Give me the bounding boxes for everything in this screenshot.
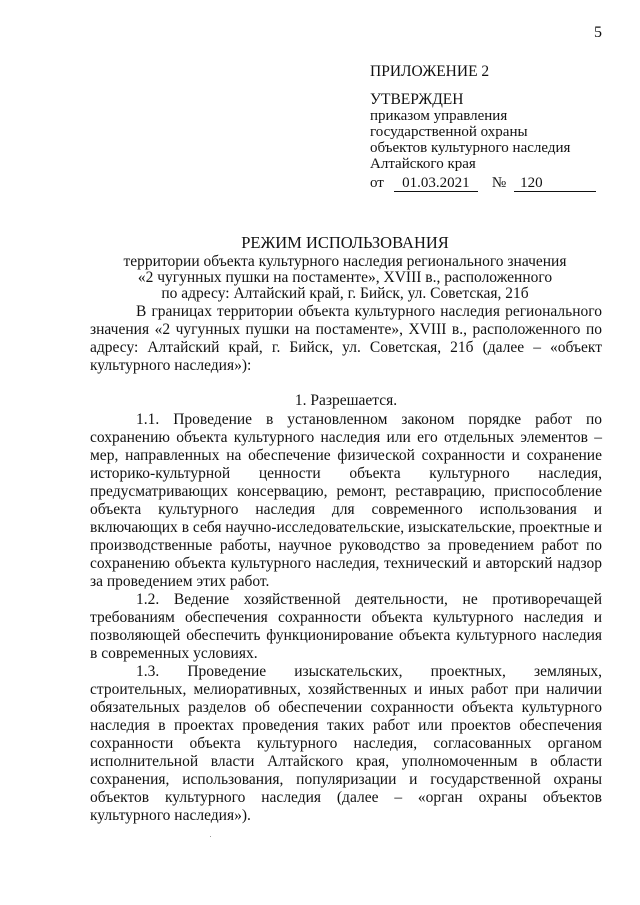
title-subline: «2 чугунных пушки на постаменте», XVIII в., расположенного xyxy=(137,269,553,286)
approval-line: государственной охраны xyxy=(370,124,528,140)
section-heading: 1. Разрешается. xyxy=(294,392,398,409)
title-subline: территории объекта культурного наследия регионального значения xyxy=(123,253,567,270)
intro-paragraph: В границах территории объекта культурного наследия регионального значения «2 чугунных пушки на постаменте», XVIII в., расположенного по адресу: Алтайский край, г. Бийск, ул. Советская, 21б (далее – «объект культурного наследия»): xyxy=(90,303,602,374)
list-item: 1.1. Проведение в установленном законом порядке работ по сохранению объекта культурного наследия или его отдельных элементов – мер, направленных на обеспечение физической сохранности и сохранение историко-культурной ценности объекта культурного наследия, предусматривающих консервацию, ремонт, реставрацию, приспособление объекта культурного наследия для современного использования и включающих в себя научно-исследовательские, изыскательские, проектные и производственные работы, научное руководство за проведением работ по сохранению объекта культурного наследия, технический и авторский надзор за проведением этих работ. xyxy=(90,411,602,590)
scan-speck xyxy=(210,836,211,837)
order-reference xyxy=(370,175,610,192)
document-body xyxy=(90,303,602,825)
document-title-block xyxy=(90,233,600,302)
page-number: 5 xyxy=(594,24,602,41)
approval-line: Алтайского края xyxy=(370,156,476,172)
approval-block xyxy=(370,64,610,192)
title-subline: по адресу: Алтайский край, г. Бийск, ул. Советская, 21б xyxy=(161,285,529,302)
approved-label: УТВЕРЖДЕН xyxy=(370,91,464,108)
list-item: 1.2. Ведение хозяйственной деятельности, не противоречащей требованиям обеспечения сохранности объекта культурного наследия и позволяющей обеспечить функционирование объекта культурного наследия в современных условиях. xyxy=(90,591,602,662)
order-date: 01.03.2021 xyxy=(394,175,478,192)
appendix-label: ПРИЛОЖЕНИЕ 2 xyxy=(370,63,490,80)
approval-line: объектов культурного наследия xyxy=(370,140,571,156)
number-sign: № xyxy=(491,175,507,191)
from-label: от xyxy=(370,175,384,191)
document-title: РЕЖИМ ИСПОЛЬЗОВАНИЯ xyxy=(241,233,449,252)
list-item: 1.3. Проведение изыскательских, проектных, земляных, строительных, мелиоративных, хозяйственных и иных работ при наличии обязательных разделов об обеспечении сохранности объекта культурного наследия в проектах проведения таких работ или проектов обеспечения сохранности объекта культурного наследия, согласованных органом исполнительной власти Алтайского края, уполномоченным в области сохранения, использования, популяризации и государственной охраны объектов культурного наследия (далее – «орган охраны объектов культурного наследия»). xyxy=(90,663,602,824)
approval-line: приказом управления xyxy=(370,108,508,124)
order-number: 120 xyxy=(514,175,596,192)
